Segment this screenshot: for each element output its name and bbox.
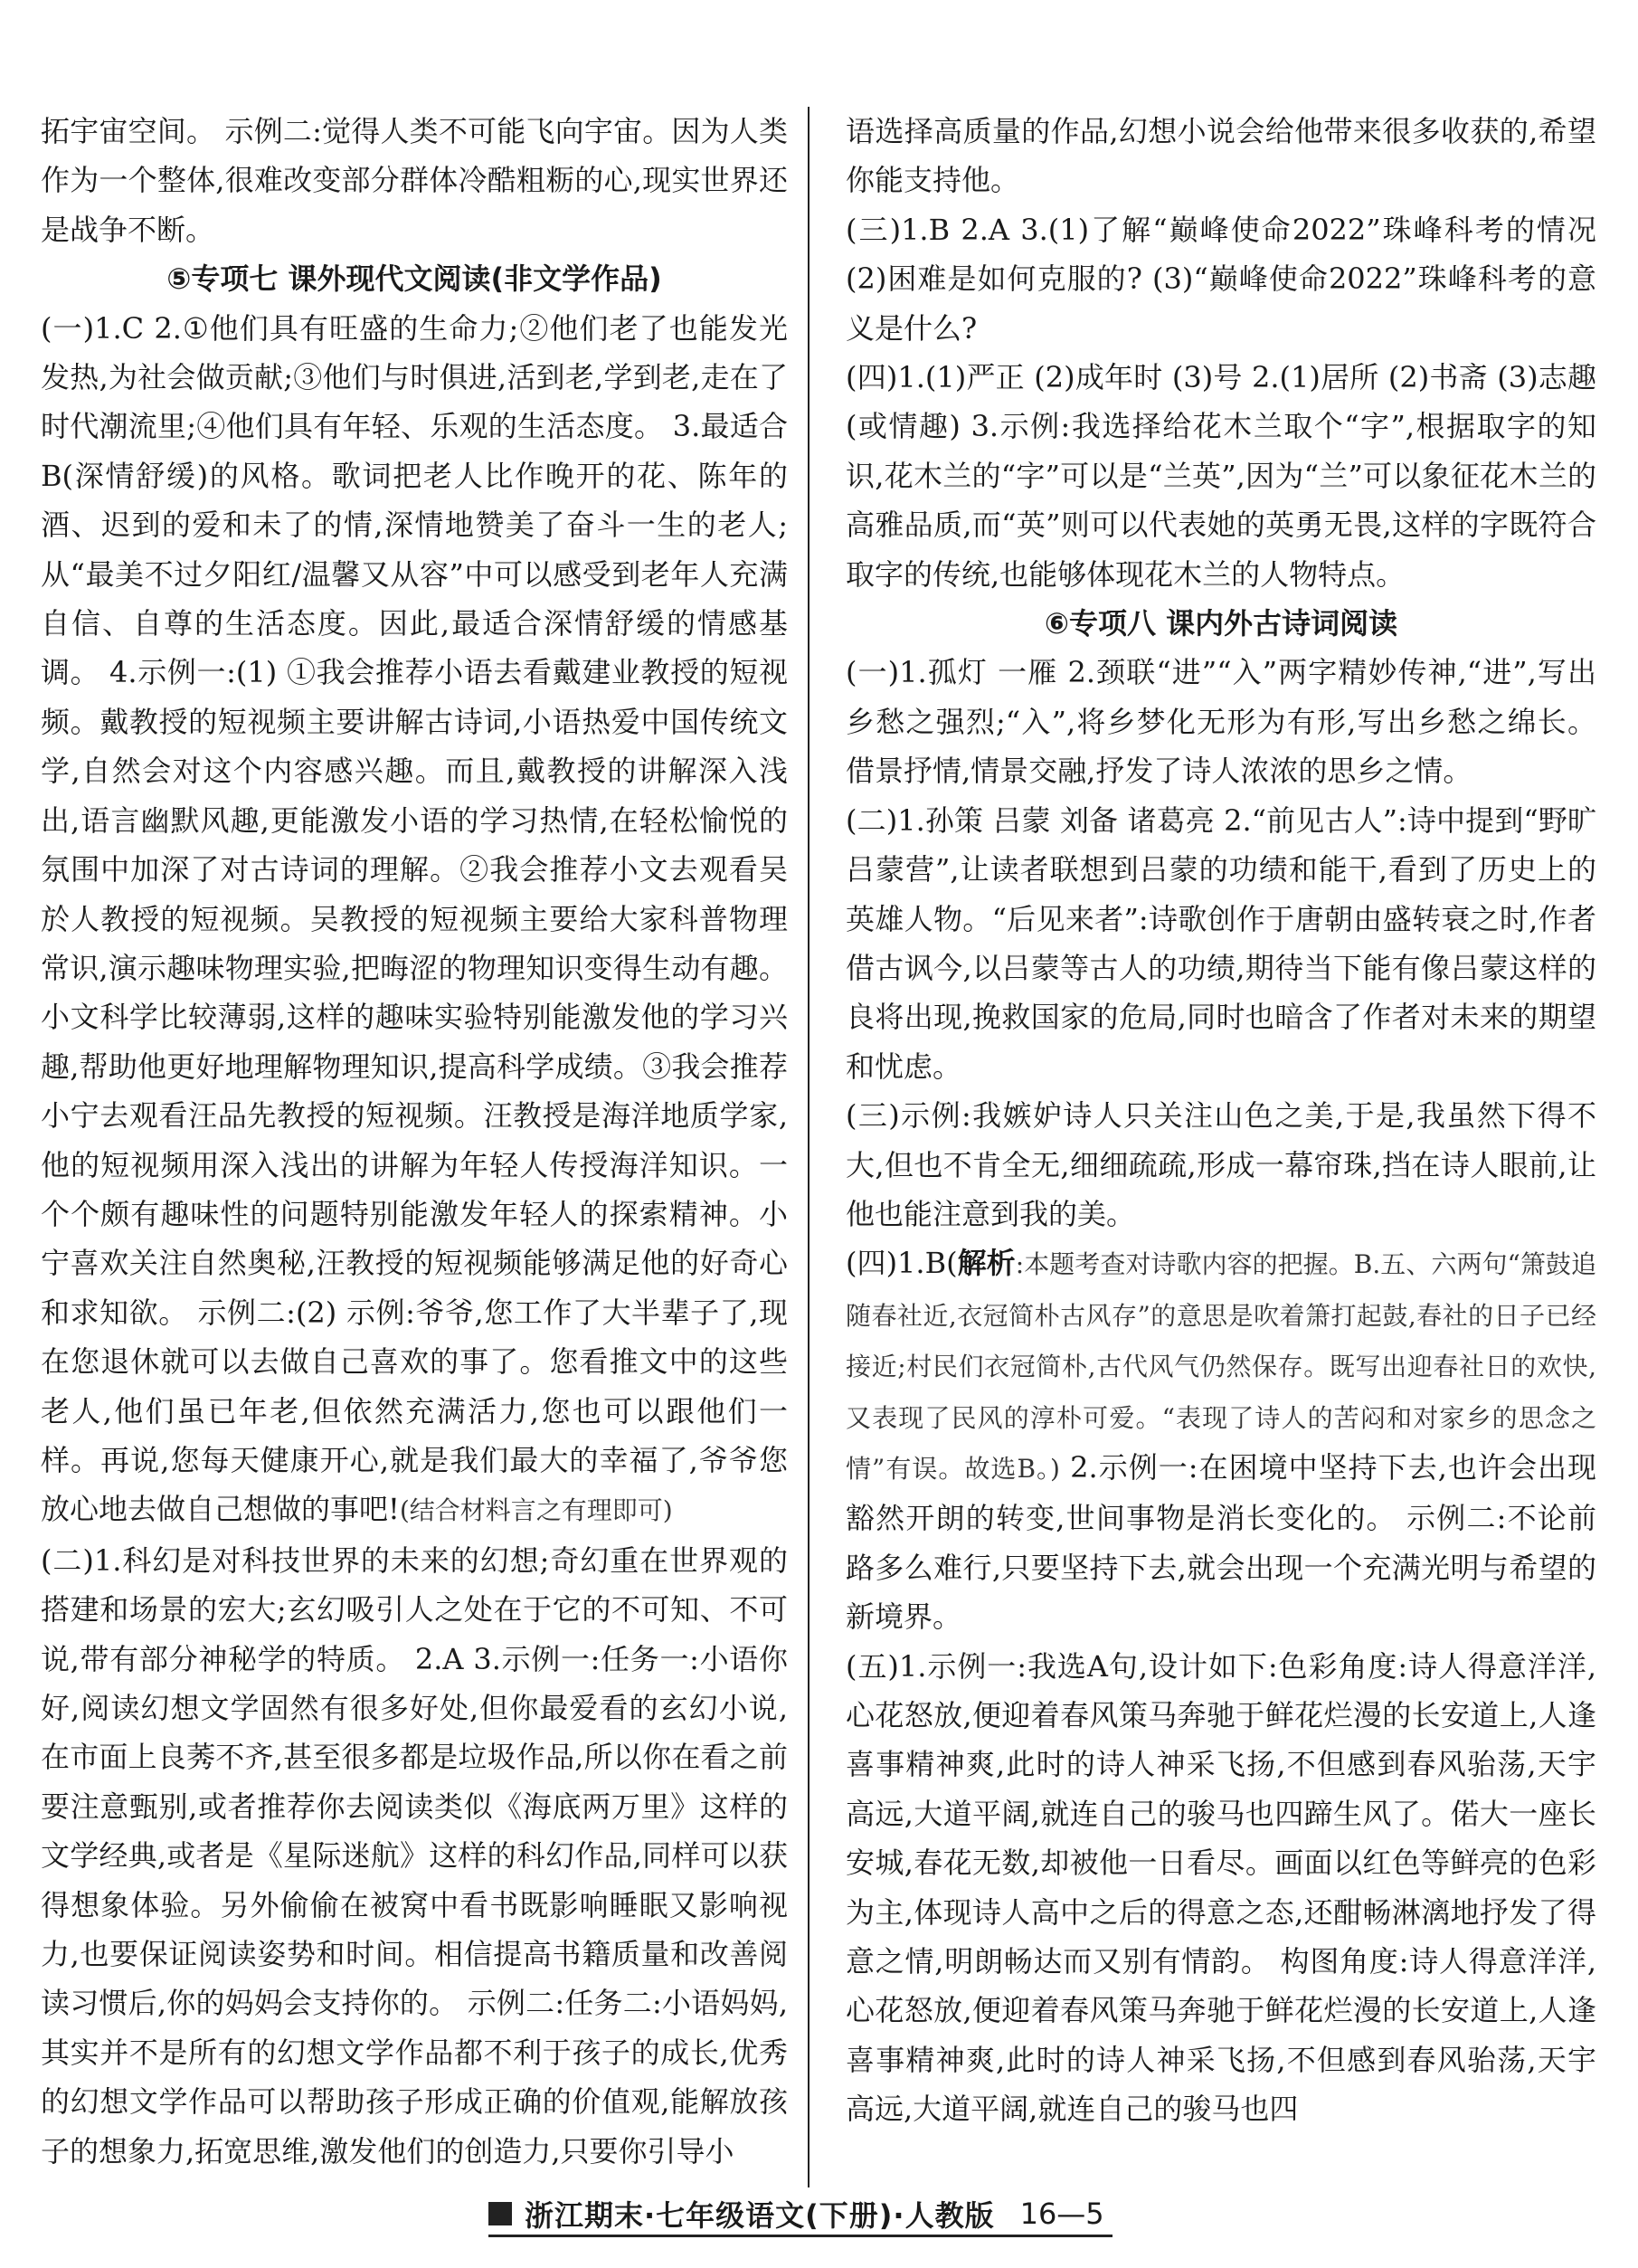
- column-divider: [808, 107, 810, 2187]
- right-paragraph-5: (二)1.孙策 吕蒙 刘备 诸葛亮 2.“前见古人”:诗中提到“野旷吕蒙营”,让读者联想到吕蒙的功绩和能干,看到了历史上的英雄人物。“后见来者”:诗歌创作于唐朝由盛转衰之时,作者借古讽今,以吕蒙等古人的功绩,期待当下能有像吕蒙这样的良将出现,挽救国家的危局,同时也暗含了作者对未来的期望和忧虑。: [846, 802, 1596, 1084]
- section-heading-7: ⑤专项七 课外现代文阅读(非文学作品): [166, 261, 662, 297]
- left-paragraph-2-tail: (结合材料言之有理即可): [399, 1495, 673, 1526]
- right-paragraph-7: [846, 1238, 1596, 1641]
- analysis-label: 解析: [957, 1246, 1016, 1281]
- right-paragraph-1: 语选择高质量的作品,幻想小说会给他带来很多收获的,希望你能支持他。: [846, 114, 1596, 198]
- analysis-note: :本题考查对诗歌内容的把握。B.五、六两句“箫鼓追随春社近,衣冠简朴古风存”的意思是吹着箫打起鼓,春社的日子已经接近;村民们衣冠简朴,古代风气仍然保存。既写出迎春社日的欢快,又表现了民风的淳朴可爱。“表现了诗人的苦闷和对家乡的思念之情”有误。故选B。): [846, 1249, 1596, 1484]
- left-paragraph-1: 拓宇宙空间。 示例二:觉得人类不可能飞向宇宙。因为人类作为一个整体,很难改变部分群体冷酷粗粝的心,现实世界还是战争不断。: [41, 114, 788, 247]
- right-paragraph-3: (四)1.(1)严正 (2)成年时 (3)号 2.(1)居所 (2)书斋 (3)志趣(或情趣) 3.示例:我选择给花木兰取个“字”,根据取字的知识,花木兰的“字”可以是“兰英”,因为“兰”可以象征花木兰的高雅品质,而“英”则可以代表她的英勇无畏,这样的字既符合取字的传统,也能够体现花木兰的人物特点。: [846, 360, 1596, 592]
- right-paragraph-8: (五)1.示例一:我选A句,设计如下:色彩角度:诗人得意洋洋,心花怒放,便迎着春风策马奔驰于鲜花烂漫的长安道上,人逢喜事精神爽,此时的诗人神采飞扬,不但感到春风骀荡,天宇高远,大道平阔,就连自己的骏马也四蹄生风了。偌大一座长安城,春花无数,却被他一日看尽。画面以红色等鲜亮的色彩为主,体现诗人高中之后的得意之态,还酣畅淋漓地抒发了得意之情,明朗畅达而又别有情韵。 构图角度:诗人得意洋洋,心花怒放,便迎着春风策马奔驰于鲜花烂漫的长安道上,人逢喜事精神爽,此时的诗人神采飞扬,不但感到春风骀荡,天宇高远,大道平阔,就连自己的骏马也四: [846, 1648, 1596, 2127]
- footer-title: 浙江期末·七年级语文(下册)·人教版: [525, 2198, 995, 2233]
- left-paragraph-2-text: (一)1.C 2.①他们具有旺盛的生命力;②他们老了也能发光发热,为社会做贡献;③他们与时俱进,活到老,学到老,走在了时代潮流里;④他们具有年轻、乐观的生活态度。 3.最适合B(深情舒缓)的风格。歌词把老人比作晚开的花、陈年的酒、迟到的爱和未了的情,深情地赞美了奋斗一生的老人;从“最美不过夕阳红/温馨又从容”中可以感受到老年人充满自信、自尊的生活态度。因此,最适合深情舒缓的情感基调。 4.示例一:(1) ①我会推荐小语去看戴建业教授的短视频。戴教授的短视频主要讲解古诗词,小语热爱中国传统文学,自然会对这个内容感兴趣。而且,戴教授的讲解深入浅出,语言幽默风趣,更能激发小语的学习热情,在轻松愉悦的氛围中加深了对古诗词的理解。②我会推荐小文去观看吴於人教授的短视频。吴教授的短视频主要给大家科普物理常识,演示趣味物理实验,把晦涩的物理知识变得生动有趣。小文科学比较薄弱,这样的趣味实验特别能激发他的学习兴趣,帮助他更好地理解物理知识,提高科学成绩。③我会推荐小宁去观看汪品先教授的短视频。汪教授是海洋地质学家,他的短视频用深入浅出的讲解为年轻人传授海洋知识。一个个颇有趣味性的问题特别能激发年轻人的探索精神。小宁喜欢关注自然奥秘,汪教授的短视频能够满足他的好奇心和求知欲。 示例二:(2) 示例:爷爷,您工作了大半辈子了,现在您退休就可以去做自己喜欢的事了。您看推文中的这些老人,他们虽已年老,但依然充满活力,您也可以跟他们一样。再说,您每天健康开心,就是我们最大的幸福了,爷爷您放心地去做自己想做的事吧!: [41, 310, 788, 1527]
- right-paragraph-7-rest: 2.示例一:在困境中坚持下去,也许会出现豁然开朗的转变,世间事物是消长变化的。 示例二:不论前路多么难行,只要坚持下去,就会出现一个充满光明与希望的新境界。: [846, 1449, 1596, 1635]
- right-paragraph-4: (一)1.孤灯 一雁 2.颈联“进”“入”两字精妙传神,“进”,写出乡愁之强烈;“入”,将乡梦化无形为有形,写出乡愁之绵长。借景抒情,情景交融,抒发了诗人浓浓的思乡之情。: [846, 655, 1596, 789]
- section-heading-8: ⑥专项八 课内外古诗词阅读: [1044, 606, 1398, 641]
- right-column: [846, 107, 1596, 2134]
- page-footer: [488, 2194, 1104, 2234]
- right-paragraph-6: (三)示例:我嫉妒诗人只关注山色之美,于是,我虽然下得不大,但也不肯全无,细细疏疏,形成一幕帘珠,挡在诗人眼前,让他也能注意到我的美。: [846, 1098, 1596, 1231]
- left-paragraph-3: (二)1.科幻是对科技世界的未来的幻想;奇幻重在世界观的搭建和场景的宏大;玄幻吸引人之处在于它的不可知、不可说,带有部分神秘学的特质。 2.A 3.示例一:任务一:小语你好,阅读幻想文学固然有很多好处,但你最爱看的玄幻小说,在市面上良莠不齐,甚至很多都是垃圾作品,所以你在看之前要注意甄别,或者推荐你去阅读类似《海底两万里》这样的文学经典,或者是《星际迷航》这样的科幻作品,同样可以获得想象体验。另外偷偷在被窝中看书既影响睡眠又影响视力,也要保证阅读姿势和时间。相信提高书籍质量和改善阅读习惯后,你的妈妈会支持你的。 示例二:任务二:小语妈妈,其实并不是所有的幻想文学作品都不利于孩子的成长,优秀的幻想文学作品可以帮助孩子形成正确的价值观,能解放孩子的想象力,拓宽思维,激发他们的创造力,只要你引导小: [41, 1542, 788, 2168]
- footer-rule: [488, 2235, 1113, 2237]
- right-paragraph-2: (三)1.B 2.A 3.(1)了解“巅峰使命2022”珠峰科考的情况 (2)困难是如何克服的? (3)“巅峰使命2022”珠峰科考的意义是什么?: [846, 212, 1596, 346]
- page-number: 16—5: [1019, 2197, 1104, 2231]
- left-paragraph-2: [41, 304, 788, 1536]
- footer-square-icon: [488, 2202, 512, 2225]
- right-paragraph-7-lead: (四)1.B(: [846, 1246, 958, 1281]
- left-column: [41, 107, 788, 2176]
